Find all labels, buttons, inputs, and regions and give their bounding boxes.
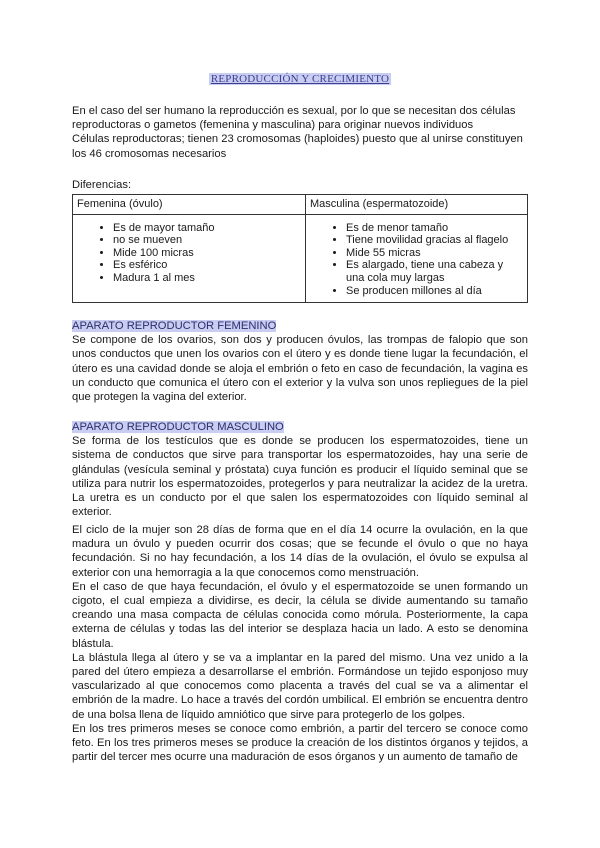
list-item: • Es de menor tamaño (346, 222, 523, 235)
table-header-row (73, 195, 528, 215)
list-item: • no se mueven (113, 234, 301, 247)
male-heading (72, 420, 528, 434)
cycle-paragraph: En el caso de que haya fecundación, el óvulo y el espermatozoide se unen formando un cigoto, el cual empieza a dividirse, es decir, la célula se divide aumentando su tamaño creando una masa compacta de células conocida como mórula. Posteriormente, la capa externa de células y todas las del interior se desplaza hacia un lado. A esto se denomina blástula. (72, 580, 528, 650)
male-section (72, 420, 528, 519)
list-item: • Es alargado, tiene una cabeza y una cola muy largas (346, 259, 523, 284)
list-item: • Mide 100 micras (113, 247, 301, 260)
femenina-cell (73, 214, 306, 303)
masculina-cell (306, 214, 528, 303)
female-paragraph: Se compone de los ovarios, son dos y producen óvulos, las trompas de falopio que son unos conductos que unen los ovarios con el útero y es donde tiene lugar la fecundación, el útero es una cavidad donde se aloja el embrión o feto en caso de fecundación, la vagina es un conducto que comunica el útero con el exterior y la vulva son unos repliegues de la piel que protegen la vagina del exterior. (72, 334, 528, 404)
differences-table (72, 194, 528, 303)
list-item: • Madura 1 al mes (113, 272, 301, 285)
male-paragraph: Se forma de los testículos que es donde se producen los espermatozoides, tiene un sistema de conductos que sirve para transportar los espermatozoides, hay una serie de glándulas (vesícula seminal y próstata) cuya función es producir el líquido seminal que se utiliza para nutrir los espermatozoides, protegerlos y para neutralizar la acidez de la uretra. La uretra es un conducto por el que salen los espermatozoides con líquido seminal al exterior. (72, 435, 528, 519)
intro-section (72, 104, 528, 161)
list-item: • Se producen millones al día (346, 285, 523, 298)
list-item: • Es de mayor tamaño (113, 222, 301, 235)
diferencias-label: Diferencias: (72, 179, 132, 191)
female-heading (72, 319, 528, 333)
table-header-masculina: Masculina (espermatozoide) (306, 195, 528, 215)
female-section (72, 319, 528, 404)
table-row (73, 214, 528, 303)
intro-paragraph: Células reproductoras; tienen 23 cromosomas (haploides) puesto que al unirse constituyen los 46 cromosomas necesarios (72, 133, 523, 160)
intro-paragraph: En el caso del ser humano la reproducción es sexual, por lo que se necesitan dos células reproductoras o gametos (femenina y masculina) para originar nuevos individuos (72, 105, 516, 132)
document-title (0, 72, 600, 86)
male-heading-text: APARATO REPRODUCTOR MASCULINO (72, 421, 284, 433)
femenina-list (77, 222, 301, 285)
masculina-list (310, 222, 523, 298)
list-item: • Mide 55 micras (346, 247, 523, 260)
cycle-section (72, 523, 528, 764)
table-header-femenina: Femenina (óvulo) (73, 195, 306, 215)
title-text: REPRODUCCIÓN Y CRECIMIENTO (210, 73, 390, 85)
list-item: • Tiene movilidad gracias al flagelo (346, 234, 523, 247)
cycle-paragraph: En los tres primeros meses se conoce como embrión, a partir del tercero se conoce como feto. En los tres primeros meses se produce la creación de los distintos órganos y tejidos, a partir del tercer mes ocurre una maduración de esos órganos y un aumento de tamaño de (72, 722, 528, 764)
female-heading-text: APARATO REPRODUCTOR FEMENINO (72, 320, 277, 332)
cycle-paragraph: El ciclo de la mujer son 28 días de forma que en el día 14 ocurre la ovulación, en la que madura un óvulo y pueden ocurrir dos cosas; que se fecunde el óvulo o que no haya fecundación. Si no hay fecundación, a los 14 días de la ovulación, el óvulo se expulsa al exterior con una hemorragia a la que conocemos como menstruación. (72, 524, 528, 579)
list-item: • Es esférico (113, 259, 301, 272)
cycle-paragraph: La blástula llega al útero y se va a implantar en la pared del mismo. Una vez unido a la pared del útero empieza a desarrollarse el embrión. Formándose un tejido esponjoso muy vascularizado al que conocemos como placenta a través del cual se va a alimentar el embrión de la madre. Lo hace a través del cordón umbilical. El embrión se encuentra dentro de una bolsa llena de líquido amniótico que sirve para protegerlo de los golpes. (72, 651, 528, 721)
